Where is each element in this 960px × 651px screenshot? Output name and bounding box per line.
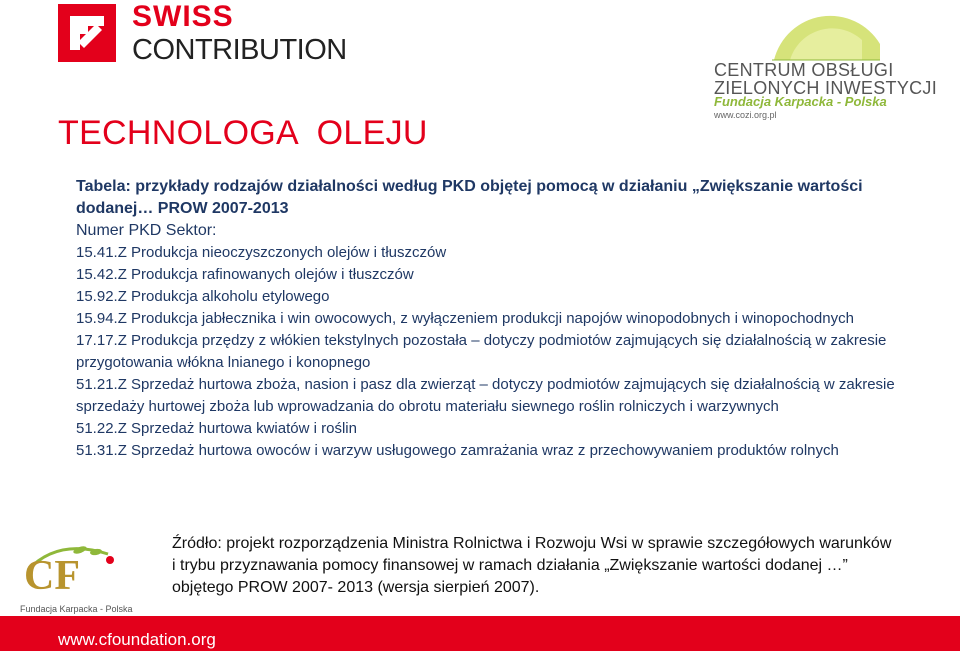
pkd-list	[76, 242, 916, 462]
swiss-contribution-logo	[58, 0, 358, 66]
list-item: 51.21.Z Sprzedaż hurtowa zboża, nasion i pasz dla zwierząt – dotyczy podmiotów zajmujących się działalnością w zakresie sprzedaży hurtowej zboża lub wprowadzania do obrotu materiału siewnego roślin rolniczych i warzywnych	[76, 376, 895, 415]
cozi-line2: ZIELONYCH INWESTYCJI	[714, 78, 938, 98]
list-item: 15.42.Z Produkcja rafinowanych olejów i tłuszczów	[76, 266, 414, 283]
cozi-logo	[712, 4, 938, 122]
list-item: 15.41.Z Produkcja nieoczyszczonych olejów i tłuszczów	[76, 244, 447, 261]
sun-arc-icon	[712, 4, 882, 62]
list-item: 51.31.Z Sprzedaż hurtowa owoców i warzyw usługowego zamrażania wraz z przechowywaniem produktów rolnych	[76, 442, 839, 459]
table-caption: Tabela: przykłady rodzajów działalności według PKD objętej pomocą w działaniu „Zwiększanie wartości dodanej… PROW 2007-2013	[76, 178, 863, 217]
footer-bar	[0, 616, 960, 651]
list-item: 15.94.Z Produkcja jabłecznika i win owocowych, z wyłączeniem produkcji napojów winopodobnych i winopochodnych	[76, 310, 854, 327]
cozi-url: www.cozi.org.pl	[714, 110, 777, 120]
pkd-sector-heading: Numer PKD Sektor:	[76, 222, 217, 239]
cozi-line1: CENTRUM OBSŁUGI	[714, 60, 894, 80]
cf-logo-caption: Fundacja Karpacka - Polska	[20, 604, 133, 614]
list-item: 15.92.Z Produkcja alkoholu etylowego	[76, 288, 330, 305]
cf-logo-letters: CF	[24, 553, 80, 599]
list-item: 51.22.Z Sprzedaż hurtowa kwiatów i roślin	[76, 420, 357, 437]
source-note: Źródło: projekt rozporządzenia Ministra Rolnictwa i Rozwoju Wsi w sprawie szczegółowych warunków i trybu przyznawania pomocy finansowej w ramach działania „Zwiększanie wartości dodanej …” objętego PROW 2007- 2013 (wersja sierpień 2007).	[172, 535, 892, 596]
footer-url-link[interactable]: www.cfoundation.org	[58, 630, 216, 649]
swiss-flag-icon	[58, 4, 116, 62]
swiss-logo-word: SWISS	[132, 0, 234, 33]
cozi-foundation-name: Fundacja Karpacka - Polska	[714, 94, 887, 109]
list-item: 17.17.Z Produkcja przędzy z włókien tekstylnych pozostała – dotyczy podmiotów zajmujących się działalnością w zakresie przygotowania włókna lnianego i konopnego	[76, 332, 887, 371]
page-title: TECHNOLOGA OLEJU	[58, 114, 428, 152]
cf-foundation-logo	[18, 540, 133, 620]
contribution-logo-word: CONTRIBUTION	[132, 34, 347, 66]
